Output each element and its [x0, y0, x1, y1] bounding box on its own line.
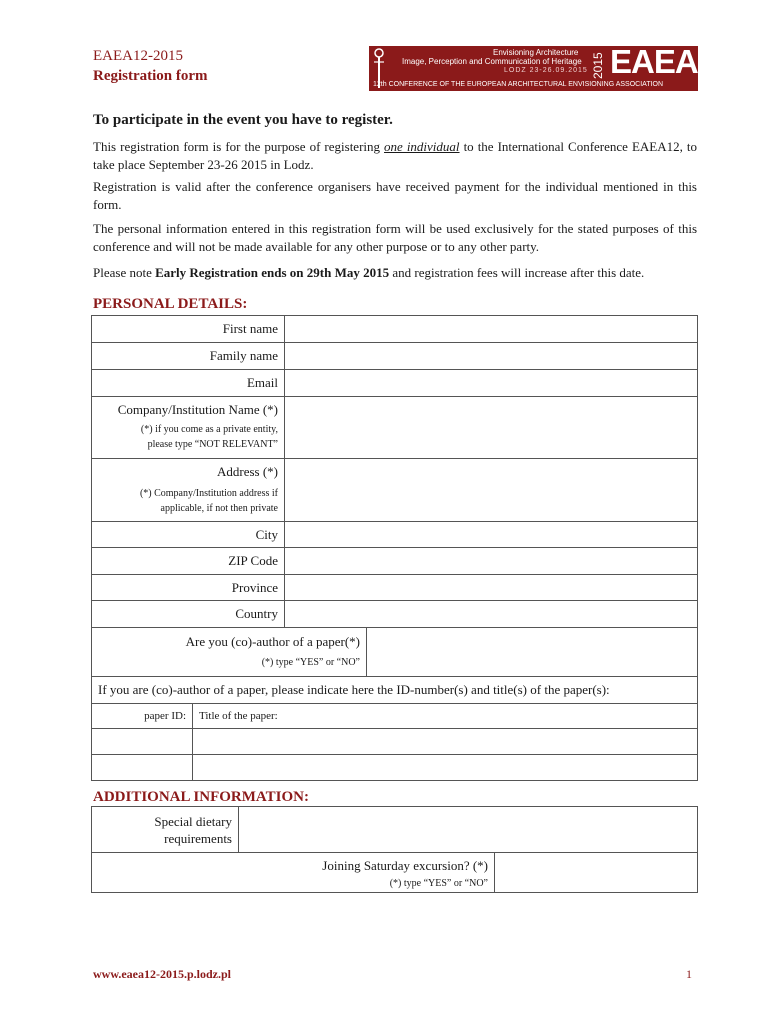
- province-field[interactable]: [285, 575, 698, 601]
- paper-title-field-1[interactable]: [193, 729, 698, 755]
- personal-details-heading: PERSONAL DETAILS:: [93, 296, 248, 312]
- coauthor-label-cell: [92, 628, 367, 677]
- address-label-cell: [92, 459, 285, 522]
- dietary-field[interactable]: [239, 807, 698, 853]
- address-label: Address (*): [216, 464, 278, 479]
- paper-id-header: paper ID:: [92, 704, 193, 729]
- coauthor-table: [91, 627, 698, 677]
- footer-url[interactable]: www.eaea12-2015.p.lodz.pl: [93, 967, 231, 981]
- intro-heading: To participate in the event you have to register.: [93, 112, 393, 128]
- page-number: 1: [686, 967, 692, 981]
- additional-info-heading: ADDITIONAL INFORMATION:: [93, 789, 309, 805]
- banner-year: 2015: [591, 52, 605, 79]
- banner-eaea12: EAEA12: [610, 43, 733, 80]
- dietary-label-2: requirements: [164, 830, 232, 846]
- paper-id-field-2[interactable]: [92, 755, 193, 781]
- zip-field[interactable]: [285, 548, 698, 575]
- banner-line-4: 12th CONFERENCE OF THE EUROPEAN ARCHITECTURAL ENVISIONING ASSOCIATION: [373, 81, 664, 88]
- email-label: Email: [92, 370, 285, 397]
- province-label: Province: [92, 575, 285, 601]
- intro-paragraph-1: This registration form is for the purpose of registering one individual to the International Conference EAEA12, to take place September 23-26 2015 in Lodz.: [93, 139, 697, 172]
- company-label-cell: [92, 397, 285, 459]
- paper-instructions: If you are (co)-author of a paper, please indicate here the ID-number(s) and title(s) of the paper(s):: [92, 677, 698, 704]
- first-name-field[interactable]: [285, 316, 698, 343]
- coauthor-field[interactable]: [367, 628, 698, 677]
- family-name-label: Family name: [92, 343, 285, 370]
- paper-title-header: Title of the paper:: [193, 704, 698, 729]
- excursion-table: [91, 852, 698, 893]
- paper-id-field-1[interactable]: [92, 729, 193, 755]
- company-note-1: (*) if you come as a private entity,: [140, 424, 278, 435]
- country-label: Country: [92, 601, 285, 628]
- zip-label: ZIP Code: [92, 548, 285, 575]
- address-note-2: applicable, if not then private: [160, 503, 278, 514]
- excursion-label-cell: [92, 853, 495, 893]
- company-note-2: please type “NOT RELEVANT”: [147, 439, 278, 450]
- family-name-field[interactable]: [285, 343, 698, 370]
- papers-table: [91, 676, 698, 781]
- coauthor-note: (*) type “YES” or “NO”: [261, 657, 360, 668]
- early-registration-deadline: Early Registration ends on 29th May 2015: [155, 265, 390, 280]
- company-field[interactable]: [285, 397, 698, 459]
- excursion-label: Joining Saturday excursion? (*): [322, 858, 488, 873]
- dietary-label-1: Special dietary: [154, 813, 232, 829]
- company-label: Company/Institution Name (*): [117, 402, 278, 417]
- city-label: City: [92, 522, 285, 548]
- coauthor-label: Are you (co)-author of a paper(*): [185, 634, 360, 649]
- excursion-note: (*) type “YES” or “NO”: [389, 878, 488, 889]
- document-title: EAEA12-2015: [93, 48, 183, 64]
- intro-paragraph-3: The personal information entered in this registration form will be used exclusively for the stated purposes of this conference and will not be made available for any other purpose or to any other party.: [93, 221, 697, 254]
- paper-title-field-2[interactable]: [193, 755, 698, 781]
- city-field[interactable]: [285, 522, 698, 548]
- personal-details-table: [91, 315, 698, 628]
- intro-paragraph-2: Registration is valid after the conference organisers have received payment for the individual mentioned in this form.: [93, 179, 697, 212]
- excursion-field[interactable]: [495, 853, 698, 893]
- dietary-label-cell: [92, 807, 239, 853]
- conference-banner-logo: [369, 43, 733, 91]
- one-individual-emphasis: one individual: [384, 139, 460, 154]
- banner-line-1: Envisioning Architecture: [493, 48, 579, 57]
- country-field[interactable]: [285, 601, 698, 628]
- banner-line-2: Image, Perception and Communication of Heritage: [402, 57, 582, 66]
- intro-paragraph-4: Please note Early Registration ends on 29th May 2015 and registration fees will increase after this date.: [93, 265, 645, 280]
- address-note-1: (*) Company/Institution address if: [139, 488, 278, 499]
- dietary-table: [91, 806, 698, 853]
- address-field[interactable]: [285, 459, 698, 522]
- email-field[interactable]: [285, 370, 698, 397]
- first-name-label: First name: [92, 316, 285, 343]
- banner-line-3: LODZ 23-26.09.2015: [504, 67, 588, 74]
- document-subtitle: Registration form: [93, 68, 208, 84]
